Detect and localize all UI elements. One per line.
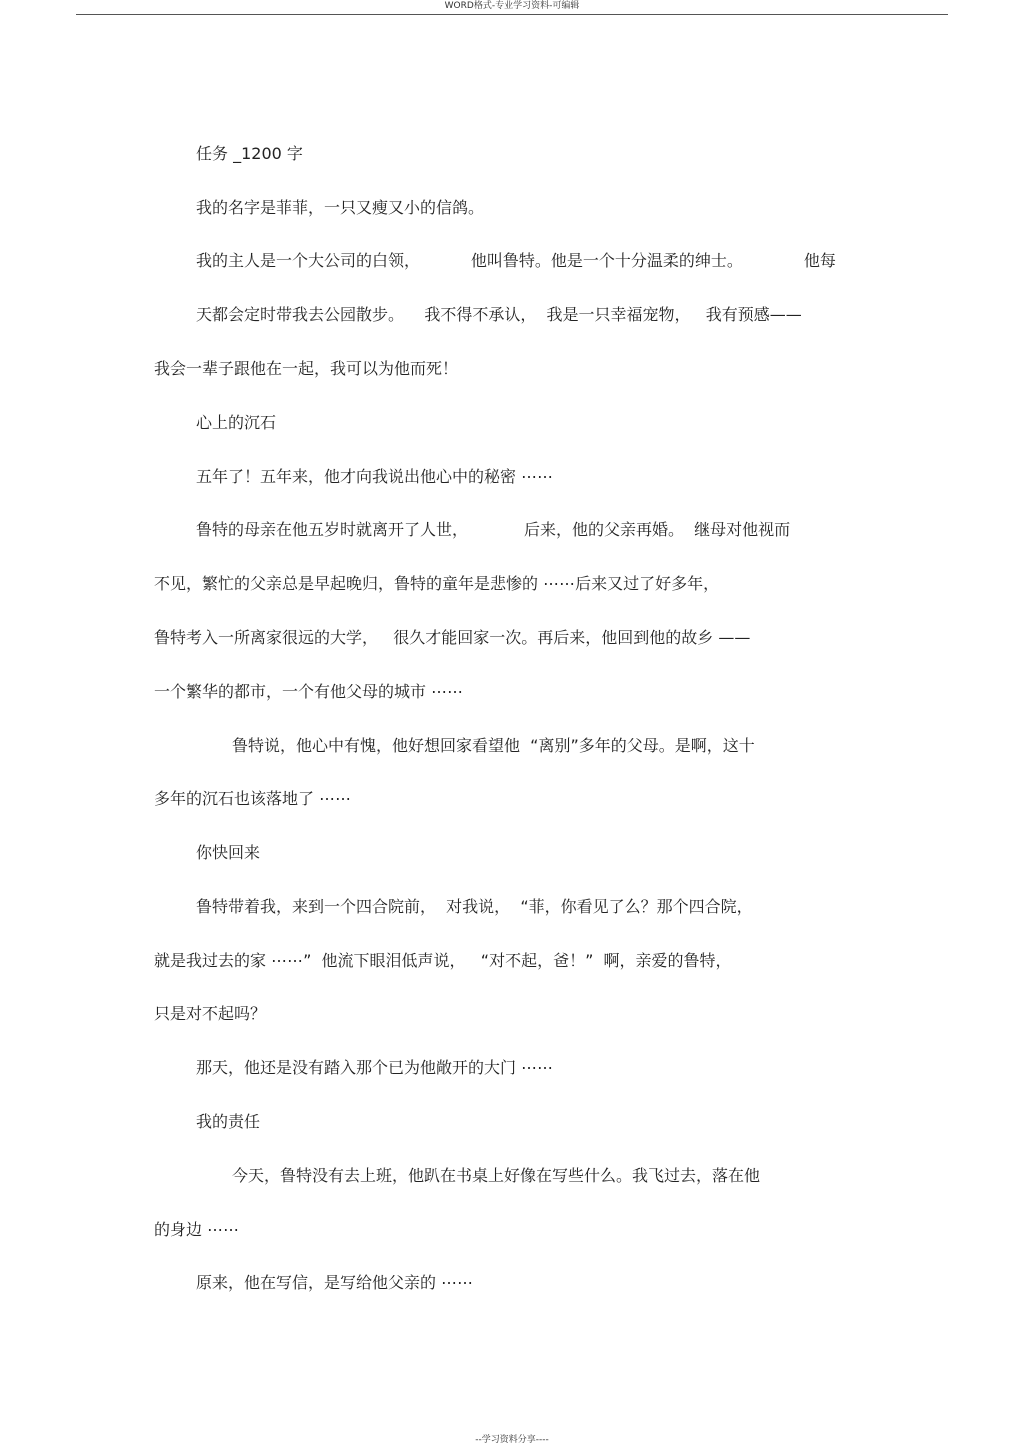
paragraph-line: 鲁特考入一所离家很远的大学， 很久才能回家一次。再后来，他回到他的故乡 —— bbox=[154, 628, 751, 647]
paragraph-line: 我的主人是一个大公司的白领， 他叫鲁特。他是一个十分温柔的绅士。 他每 bbox=[196, 251, 836, 270]
paragraph-line: 原来，他在写信，是写给他父亲的 ⋯⋯ bbox=[196, 1273, 474, 1292]
paragraph-line: 鲁特说，他心中有愧，他好想回家看望他 “离别”多年的父母。是啊，这十 bbox=[232, 736, 755, 755]
paragraph-line: 五年了！五年来，他才向我说出他心中的秘密 ⋯⋯ bbox=[196, 467, 554, 486]
paragraph-line: 今天，鲁特没有去上班，他趴在书桌上好像在写些什么。我飞过去，落在他 bbox=[232, 1166, 761, 1185]
page-footer: --学习资料分享---- bbox=[475, 1435, 549, 1445]
page-header: WORD格式-专业学习资料-可编辑 bbox=[76, 0, 948, 15]
paragraph-line: 只是对不起吗？ bbox=[154, 1004, 267, 1023]
task-title-line: 任务 _1200 字 bbox=[196, 144, 303, 163]
section-heading: 你快回来 bbox=[196, 843, 261, 862]
paragraph-line: 鲁特带着我，来到一个四合院前， 对我说， “菲，你看见了么？那个四合院， bbox=[196, 897, 753, 916]
paragraph-line: 一个繁华的都市，一个有他父母的城市 ⋯⋯ bbox=[154, 682, 464, 701]
paragraph-line: 那天，他还是没有踏入那个已为他敞开的大门 ⋯⋯ bbox=[196, 1058, 554, 1077]
paragraph-line: 就是我过去的家 ⋯⋯” 他流下眼泪低声说， “对不起，爸！” 啊，亲爱的鲁特， bbox=[154, 951, 732, 970]
paragraph-line: 多年的沉石也该落地了 ⋯⋯ bbox=[154, 789, 352, 808]
paragraph-line: 不见，繁忙的父亲总是早起晚归，鲁特的童年是悲惨的 ⋯⋯后来又过了好多年， bbox=[154, 574, 720, 593]
paragraph-line: 我会一辈子跟他在一起，我可以为他而死！ bbox=[154, 359, 459, 378]
section-heading: 我的责任 bbox=[196, 1112, 261, 1131]
paragraph-line: 鲁特的母亲在他五岁时就离开了人世， 后来，他的父亲再婚。 继母对他视而 bbox=[196, 520, 791, 539]
paragraph-line: 我的名字是菲菲，一只又瘦又小的信鸽。 bbox=[196, 198, 485, 217]
paragraph-line: 的身边 ⋯⋯ bbox=[154, 1220, 240, 1239]
section-heading: 心上的沉石 bbox=[196, 413, 277, 432]
paragraph-line: 天都会定时带我去公园散步。 我不得不承认， 我是一只幸福宠物， 我有预感—— bbox=[196, 305, 802, 324]
